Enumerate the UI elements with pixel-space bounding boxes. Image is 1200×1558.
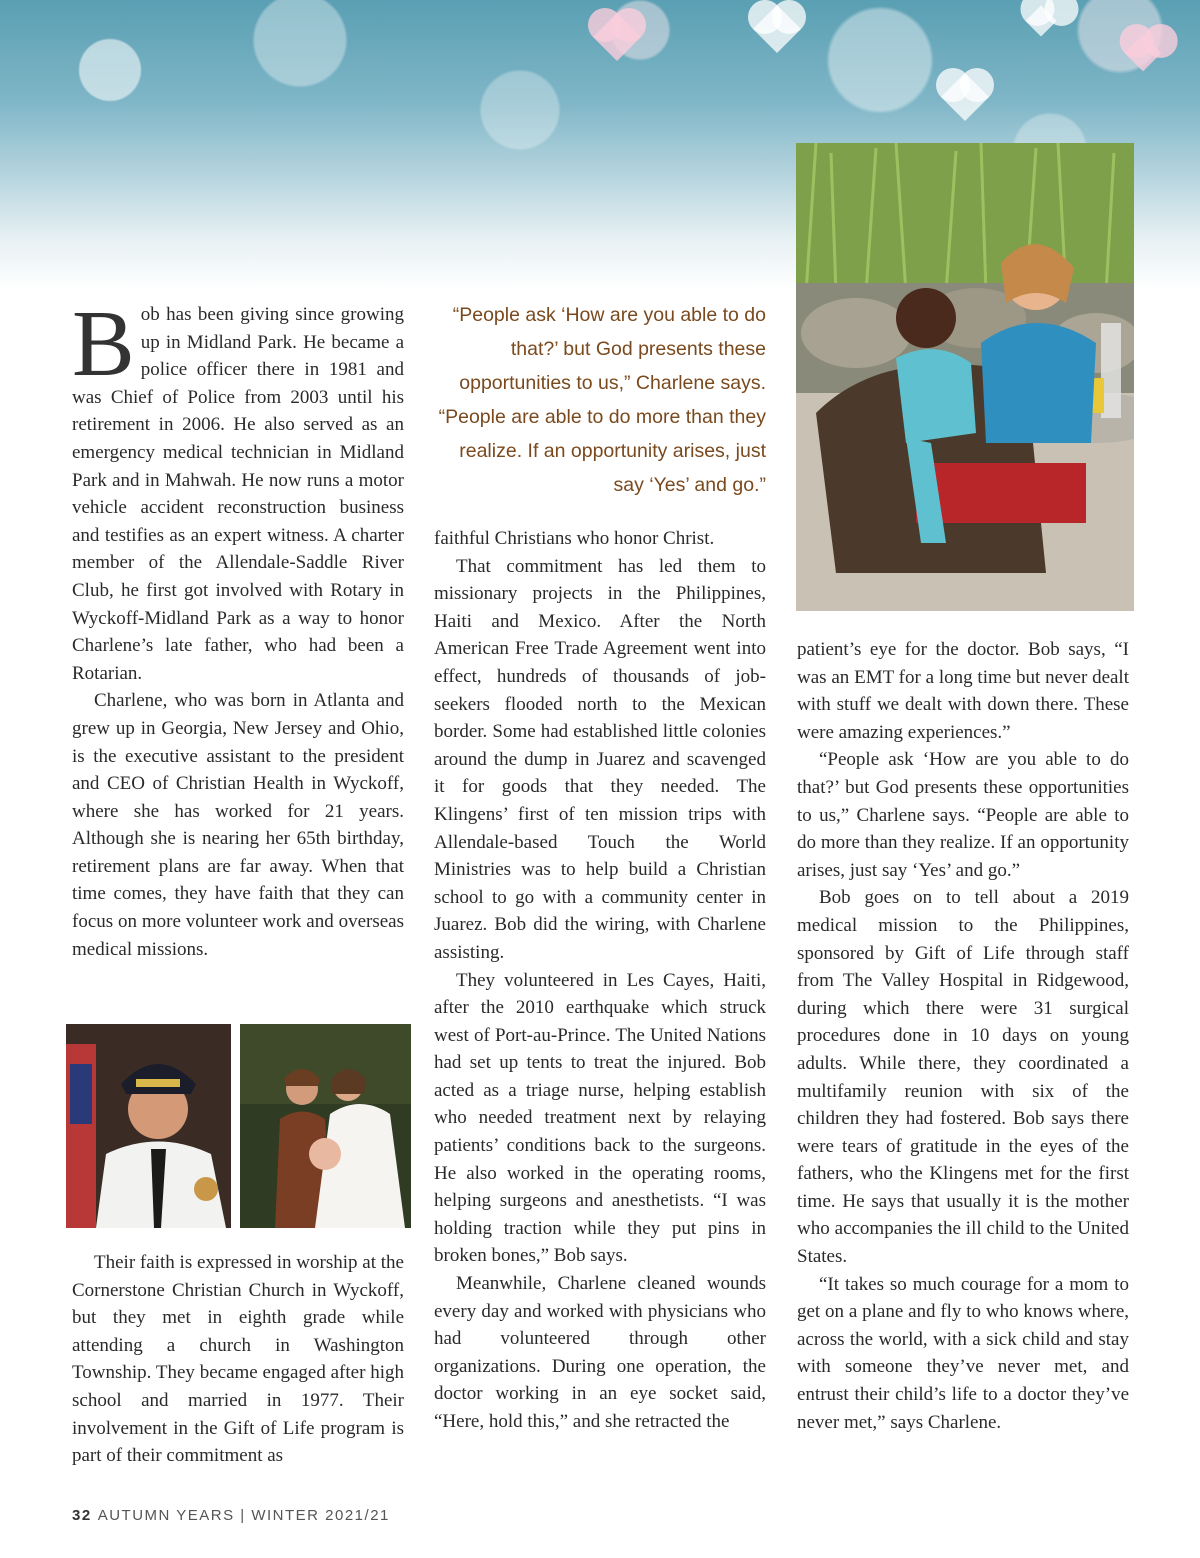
paragraph: Bob goes on to tell about a 2019 medical mission to the Philippines, sponsored by Gift of Life through staff from The Valley Hospital in Ridgewood, during which there were 31 surgical procedures done in 10 days on young adults. While there, they coordinated a multifamily reunion with six of the children they had fostered. Bob says there were tears of gratitude in the eyes of the fathers, who the Klingens met for the first time. He says that usually it is the mother who accompanies the ill child to the United States. [797, 887, 1129, 1268]
paragraph: They volunteered in Les Cayes, Haiti, after the 2010 earthquake which struck west of Port-au-Prince. The United Nations had set up tents to treat the injured. Bob acted as a triage nurse, helping establish who needed treatment next by relaying patients’ conditions back to the surgeons. He also worked in the operating rooms, helping surgeons and anesthetists. “I was holding traction while they put pins in broken bones,” Bob says. [434, 969, 766, 1267]
photo-police-chief [66, 1024, 231, 1228]
paragraph-text: ob has been giving since growing up in Midland Park. He became a police officer there in 1981 and was Chief of Police from 2003 until his retirement in 2006. He also served as an emergency medical technician in Midland Park and in Mahwah. He now runs a motor vehicle accident reconstruction business and testifies as an expert witness. A charter member of the Allendale-Saddle River Club, he first got involved with Rotary in Wyckoff-Midland Park as a way to honor Charlene’s late father, who had been a Rotarian. [72, 304, 404, 684]
heart-decoration [593, 13, 641, 61]
paragraph: Meanwhile, Charlene cleaned wounds every day and worked with physicians who had volunteered through other organizations. During one operation, the doctor working in an eye socket said, “Here, hold this,” and she retracted the [434, 1273, 766, 1432]
column-1 [72, 292, 404, 963]
page-number: 32 [72, 1507, 92, 1524]
paragraph: “It takes so much courage for a mom to get on a plane and fly to who knows where, across the world, with a sick child and stay with someone they’ve never met, and entrust their child’s life to a doctor they’ve never met,” says Charlene. [797, 1273, 1129, 1433]
photo-wedding [240, 1024, 411, 1228]
paragraph [72, 292, 404, 687]
paragraph: Their faith is expressed in worship at the Cornerstone Christian Church in Wyckoff, but they met in eighth grade while attending a church in Washington Township. They became engaged after high school and married in 1977. Their involvement in the Gift of Life program is part of their commitment as [72, 1252, 404, 1467]
publication-name: AUTUMN YEARS | WINTER 2021/21 [97, 1507, 390, 1524]
heart-decoration [1125, 35, 1162, 72]
column-3 [797, 636, 1129, 1436]
column-2 [434, 525, 766, 1436]
pull-quote: “People ask ‘How are you able to do that?’ but God presents these opportunities to us,” Charlene says. “People are able to do more than they realize. If an opportunity arises, just say ‘Yes’ and go.” [438, 304, 766, 496]
page-footer [72, 1507, 390, 1524]
drop-cap: B [72, 292, 135, 396]
column-1-continued [72, 1249, 404, 1470]
paragraph: patient’s eye for the doctor. Bob says, “I was an EMT for a long time but never dealt with stuff we dealt with down there. These were amazing experiences.” [797, 639, 1129, 743]
paragraph: That commitment has led them to missionary projects in the Philippines, Haiti and Mexico. After the North American Free Trade Agreement went into effect, hundreds of thousands of job-seekers flooded north to the Mexican border. Some had established little colonies around the dump in Juarez and scavenged it for goods that they needed. The Klingens’ first of ten mission trips with Allendale-based Touch the World Ministries was to help build a Christian school to go with a community center in Juarez. Bob did the wiring, with Charlene assisting. [434, 555, 766, 963]
heart-decoration [753, 5, 801, 53]
heart-decoration [1025, 5, 1056, 36]
paragraph: Charlene, who was born in Atlanta and grew up in Georgia, New Jersey and Ohio, is the executive assistant to the president and CEO of Christian Health in Wyckoff, where she has worked for 21 years. Although she is nearing her 65th birthday, retirement plans are far away. When that time comes, they have faith that they can focus on more volunteer work and overseas medical missions. [72, 690, 404, 960]
heart-decoration [941, 73, 989, 121]
paragraph: “People ask ‘How are you able to do that?’ but God presents these opportunities to us,” Charlene says. “People are able to do more than they realize. If an opportunity arises, just say ‘Yes’ and go.” [797, 749, 1129, 881]
photo-charlene-with-child [796, 143, 1134, 611]
paragraph: faithful Christians who honor Christ. [434, 528, 715, 549]
